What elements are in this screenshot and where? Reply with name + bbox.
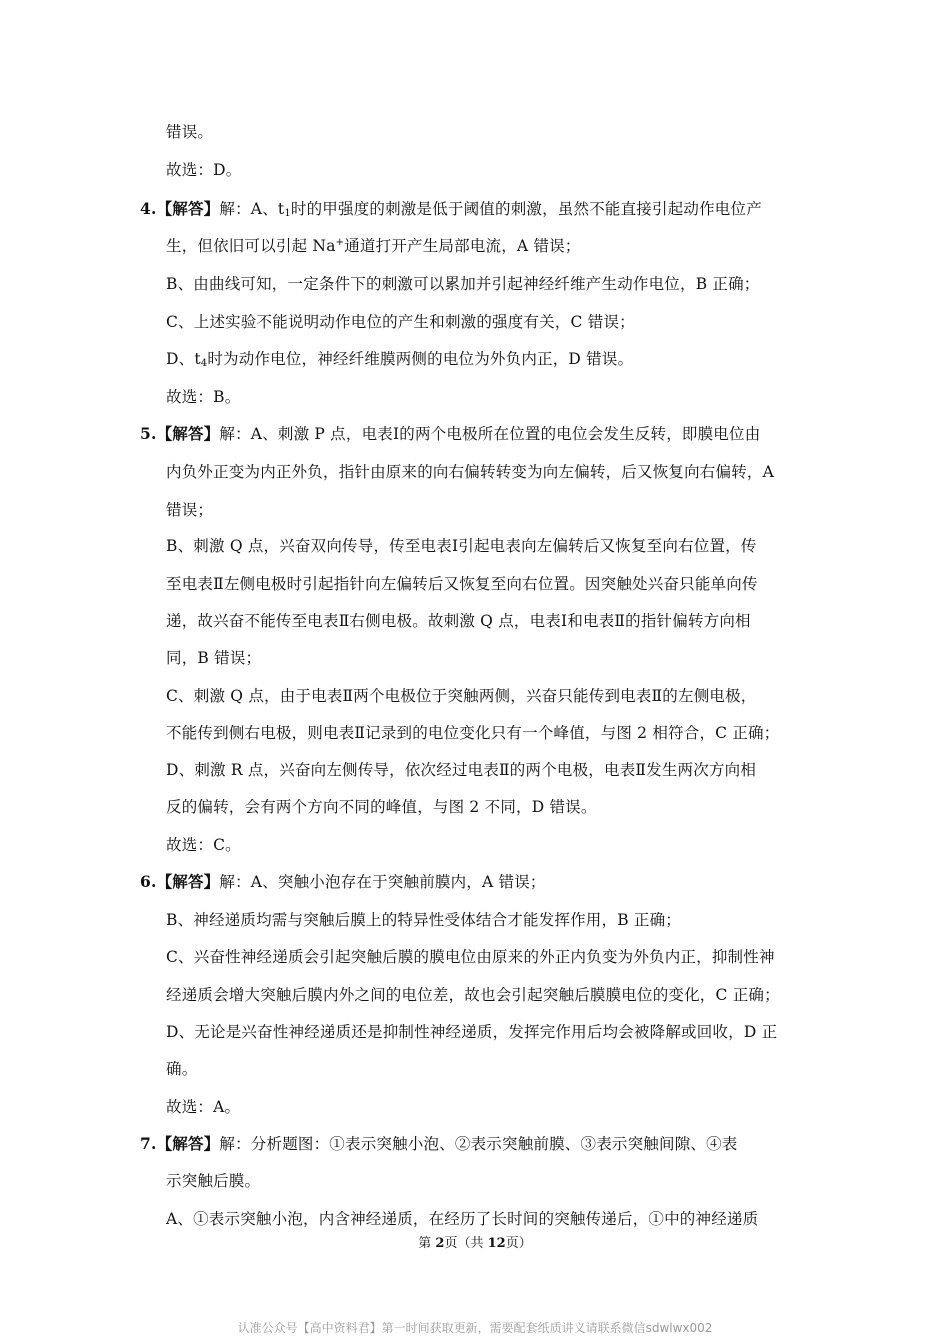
answer-tag: 【解答】	[156, 1134, 220, 1153]
text-line	[140, 872, 546, 892]
text-line	[166, 387, 240, 407]
line-text: 至电表Ⅱ左侧电极时引起指针向左偏转后又恢复至向右位置。因突触处兴奋只能单向传	[166, 575, 758, 593]
answer-tag: 【解答】	[156, 199, 220, 218]
text-line	[166, 122, 213, 142]
text-line	[166, 1059, 197, 1079]
watermark-notice: 认准公众号【高中资料君】第一时间获取更新，需要配套纸质讲义请联系微信sdwlwx002	[237, 1321, 713, 1335]
answer-tag: 【解答】	[156, 872, 220, 891]
superscript: +	[335, 237, 345, 248]
text-line	[166, 274, 760, 294]
line-text: 错误。	[166, 123, 214, 141]
line-text: 同，B 错误；	[166, 649, 262, 667]
footer-suffix: 页）	[505, 1236, 532, 1251]
line-text-after: 时为动作电位，神经纤维膜两侧的电位为外负内正，D 错误。	[207, 350, 634, 368]
text-line	[166, 723, 779, 743]
text-line	[140, 424, 760, 444]
text-line	[166, 462, 774, 482]
text-line	[166, 760, 756, 780]
line-text: 示突触后膜。	[166, 1172, 261, 1190]
text-line	[166, 1171, 260, 1191]
question-number: 5.	[140, 424, 157, 443]
text-line	[166, 500, 213, 520]
line-text: C、兴奋性神经递质会引起突触后膜的膜电位由原来的外正内负变为外负内正，抑制性神	[166, 948, 775, 966]
text-line	[166, 1022, 777, 1042]
line-text: 解：A、刺激 P 点，电表Ⅰ的两个电极所在位置的电位会发生反转，即膜电位由	[219, 425, 761, 443]
text-line	[166, 312, 635, 332]
line-text: C、上述实验不能说明动作电位的产生和刺激的强度有关，C 错误；	[166, 313, 635, 331]
text-line	[166, 160, 241, 180]
line-text: 解：分析题图：①表示突触小泡、②表示突触前膜、③表示突触间隙、④表	[219, 1135, 738, 1153]
line-text: 故选：D。	[166, 161, 242, 179]
text-line	[166, 574, 758, 594]
footer-prefix: 第	[418, 1236, 436, 1251]
line-text: A、①表示突触小泡，内含神经递质，在经历了长时间的突触传递后，①中的神经递质	[166, 1210, 759, 1228]
line-text-after: 时的甲强度的刺激是低于阈值的刺激，虽然不能直接引起动作电位产	[290, 200, 762, 218]
text-line	[166, 648, 261, 668]
text-line	[166, 947, 775, 967]
text-line	[166, 835, 241, 855]
text-line	[166, 1097, 240, 1117]
subscript: 4	[200, 358, 208, 369]
line-text-before: 生，但依旧可以引起 Na	[166, 237, 336, 255]
line-text: 经递质会增大突触后膜内外之间的电位差，故也会引起突触后膜膜电位的变化，C 正确；	[166, 986, 780, 1004]
line-text-after: 通道打开产生局部电流，A 错误；	[344, 237, 581, 255]
text-line	[166, 797, 597, 817]
line-text: D、无论是兴奋性神经递质还是抑制性神经递质，发挥完作用后均会被降解或回收，D 正	[166, 1023, 778, 1041]
footer-current-page: 2	[435, 1236, 445, 1251]
line-text: 故选：C。	[166, 836, 241, 854]
line-text: B、由曲线可知，一定条件下的刺激可以累加并引起神经纤维产生动作电位，B 正确；	[166, 275, 760, 293]
text-line	[166, 1209, 758, 1229]
question-number: 4.	[140, 199, 157, 218]
line-text: D、刺激 R 点，兴奋向左侧传导，依次经过电表Ⅱ的两个电极，电表Ⅱ发生两次方向相	[166, 761, 757, 779]
line-text: 解：A、突触小泡存在于突触前膜内，A 错误；	[219, 873, 546, 891]
line-text: 内负外正变为内正外负，指针由原来的向右偏转转变为向左偏转，后又恢复向右偏转，A	[166, 463, 774, 481]
text-line	[166, 536, 757, 556]
text-line	[166, 910, 681, 930]
text-line	[166, 985, 780, 1005]
text-line	[140, 1134, 738, 1154]
question-number: 6.	[140, 872, 157, 891]
answer-tag: 【解答】	[156, 424, 220, 443]
footer-total-pages: 12	[487, 1236, 506, 1251]
footer-middle: 页（共	[444, 1236, 488, 1251]
subscript: 1	[284, 208, 291, 219]
question-number: 7.	[140, 1134, 157, 1153]
line-text: C、刺激 Q 点，由于电表Ⅱ两个电极位于突触两侧，兴奋只能传到电表Ⅱ的左侧电极，	[166, 687, 757, 705]
line-text: B、神经递质均需与突触后膜上的特异性受体结合才能发挥作用，B 正确；	[166, 911, 682, 929]
line-text: 错误；	[166, 501, 214, 519]
text-line	[166, 349, 633, 369]
line-text: B、刺激 Q 点，兴奋双向传导，传至电表Ⅰ引起电表向左偏转后又恢复至向右位置，传	[166, 537, 757, 555]
text-line	[140, 199, 762, 219]
page-number-footer	[0, 1232, 950, 1251]
text-line	[166, 236, 581, 256]
line-text-before: 解：A、t	[219, 200, 285, 218]
line-text: 故选：A。	[166, 1098, 241, 1116]
line-text: 确。	[166, 1060, 198, 1078]
line-text: 反的偏转，会有两个方向不同的峰值，与图 2 不同，D 错误。	[166, 798, 597, 816]
line-text: 故选：B。	[166, 388, 241, 406]
line-text: 递，故兴奋不能传至电表Ⅱ右侧电极。故刺激 Q 点，电表Ⅰ和电表Ⅱ的指针偏转方向相	[166, 612, 751, 630]
text-line	[166, 611, 751, 631]
line-text: 不能传到侧右电极，则电表Ⅱ记录到的电位变化只有一个峰值，与图 2 相符合，C 正确；	[166, 724, 780, 742]
line-text-before: D、t	[166, 350, 201, 368]
text-line	[166, 686, 757, 706]
